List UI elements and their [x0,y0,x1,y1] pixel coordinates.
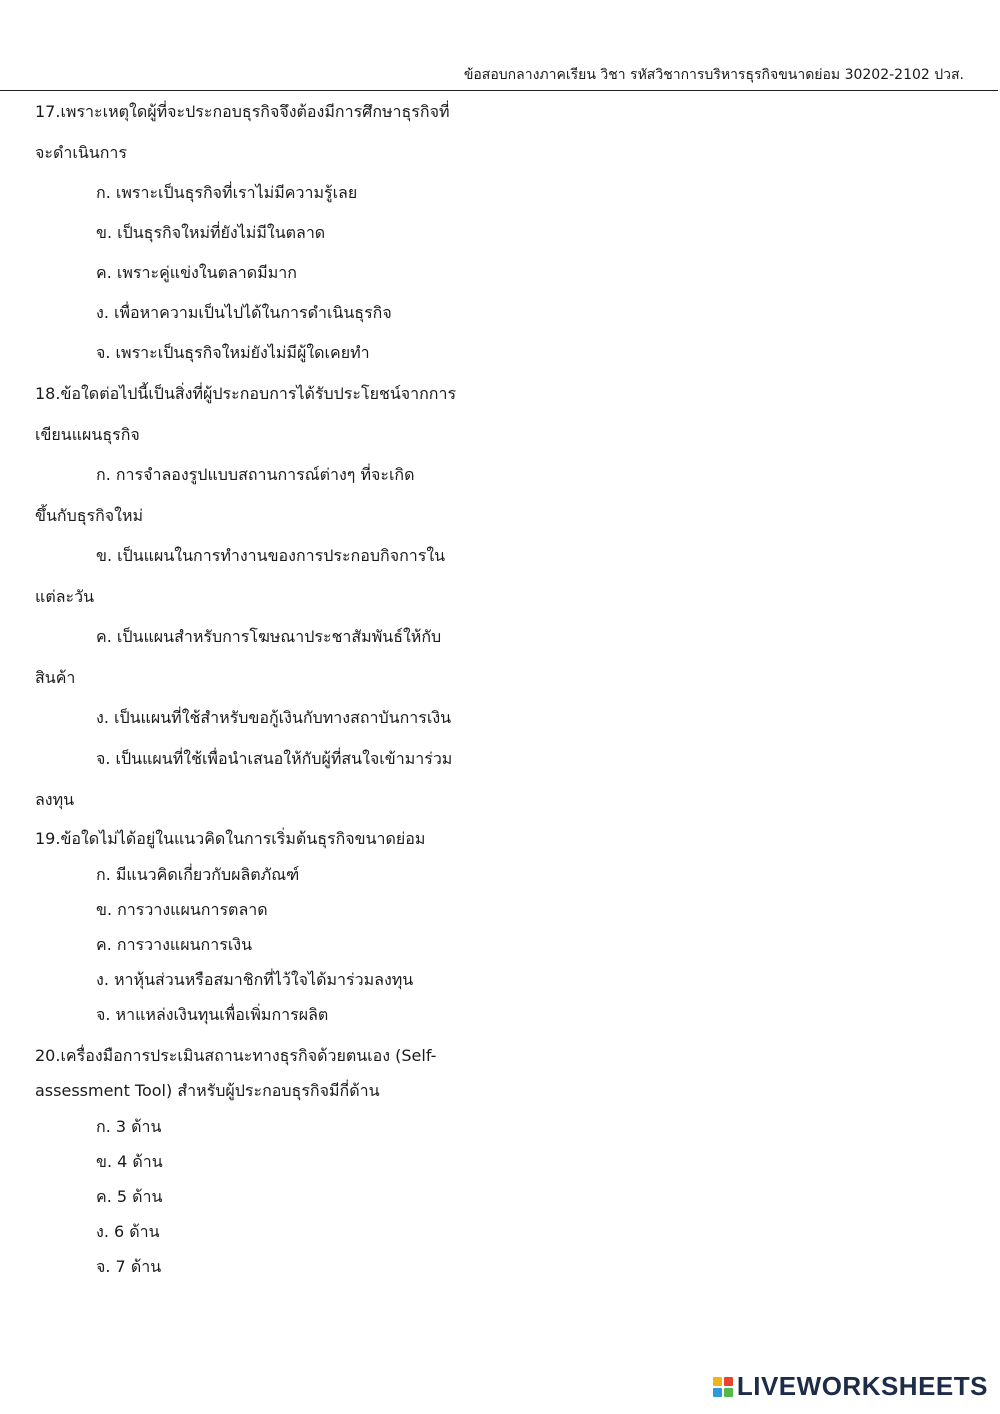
answer-option-continued: ขึ้นกับธุรกิจใหม่ [35,506,144,525]
answer-option: ก. 3 ด้าน [96,1117,162,1136]
question-text-continued: จะดำเนินการ [35,143,127,162]
answer-option: จ. 7 ด้าน [96,1257,162,1276]
answer-option: ง. หาหุ้นส่วนหรือสมาชิกที่ไว้ใจได้มาร่วมลงทุน [96,970,414,989]
page-header: ข้อสอบกลางภาคเรียน วิชา รหัสวิชาการบริหารธุรกิจขนาดย่อม 30202-2102 ปวส. [463,67,964,83]
question-text: 17.เพราะเหตุใดผู้ที่จะประกอบธุรกิจจึงต้องมีการศึกษาธุรกิจที่ [35,102,450,121]
answer-option-continued: ลงทุน [35,790,75,809]
logo-square-4 [724,1388,733,1397]
question-text-continued: assessment Tool) สำหรับผู้ประกอบธุรกิจมีกี่ด้าน [35,1081,380,1100]
logo-square-1 [713,1377,722,1386]
answer-option: ข. การวางแผนการตลาด [96,900,268,919]
answer-option: ก. มีแนวคิดเกี่ยวกับผลิตภัณฑ์ [96,865,300,884]
answer-option: ง. เพื่อหาความเป็นไปได้ในการดำเนินธุรกิจ [96,303,392,322]
answer-option: ง. 6 ด้าน [96,1222,160,1241]
answer-option: จ. หาแหล่งเงินทุนเพื่อเพิ่มการผลิต [96,1005,329,1024]
answer-option: ค. 5 ด้าน [96,1187,163,1206]
answer-option: ค. เป็นแผนสำหรับการโฆษณาประชาสัมพันธ์ให้กับ [96,627,442,646]
answer-option: ง. เป็นแผนที่ใช้สำหรับขอกู้เงินกับทางสถาบันการเงิน [96,708,452,727]
liveworksheets-logo[interactable] [713,1371,988,1402]
question-text-continued: เขียนแผนธุรกิจ [35,425,140,444]
logo-square-3 [713,1388,722,1397]
answer-option: ข. เป็นแผนในการทำงานของการประกอบกิจการใน [96,546,446,565]
question-text: 18.ข้อใดต่อไปนี้เป็นสิ่งที่ผู้ประกอบการได้รับประโยชน์จากการ [35,384,457,403]
question-text: 19.ข้อใดไม่ได้อยู่ในแนวคิดในการเริ่มต้นธุรกิจขนาดย่อม [35,829,426,848]
header-divider [0,90,998,91]
answer-option: ก. การจำลองรูปแบบสถานการณ์ต่างๆ ที่จะเกิด [96,465,415,484]
answer-option: ก. เพราะเป็นธุรกิจที่เราไม่มีความรู้เลย [96,183,358,202]
answer-option: จ. เป็นแผนที่ใช้เพื่อนำเสนอให้กับผู้ที่สนใจเข้ามาร่วม [96,749,453,768]
answer-option: ค. เพราะคู่แข่งในตลาดมีมาก [96,263,297,282]
logo-square-2 [724,1377,733,1386]
answer-option: ข. 4 ด้าน [96,1152,163,1171]
answer-option: ข. เป็นธุรกิจใหม่ที่ยังไม่มีในตลาด [96,223,326,242]
answer-option-continued: แต่ละวัน [35,587,95,606]
question-text: 20.เครื่องมือการประเมินสถานะทางธุรกิจด้วยตนเอง (Self- [35,1046,437,1065]
answer-option-continued: สินค้า [35,668,76,687]
answer-option: ค. การวางแผนการเงิน [96,935,253,954]
logo-grid-icon [713,1377,733,1397]
answer-option: จ. เพราะเป็นธุรกิจใหม่ยังไม่มีผู้ใดเคยทำ [96,343,370,362]
logo-text: LIVEWORKSHEETS [736,1371,988,1401]
